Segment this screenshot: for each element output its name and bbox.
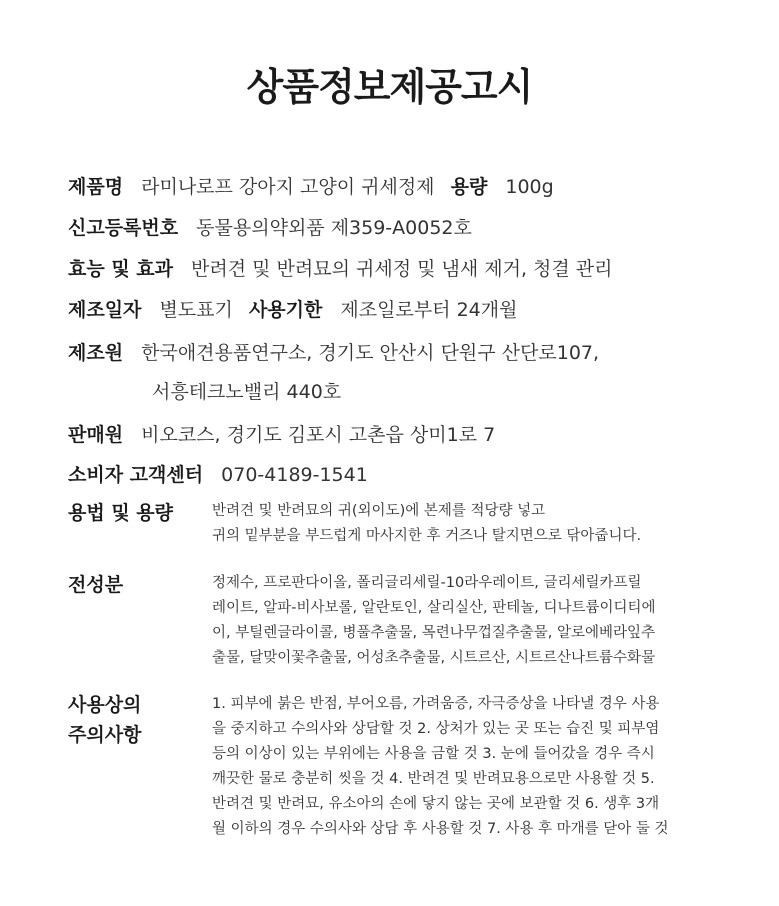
cautions-label (68, 690, 141, 750)
product-name-value: 라미나로프 강아지 고양이 귀세정제 (141, 176, 435, 198)
ingredients-line: 이, 부틸렌글라이콜, 병풀추출물, 목련나무껍질추출물, 알로에베라잎추 (212, 625, 656, 641)
usage-line: 반려견 및 반려묘의 귀(외이도)에 본제를 적당량 넣고 (212, 503, 546, 519)
ingredients-line: 레이트, 알파-비사보롤, 알란토인, 살리실산, 판테놀, 디나트륨이디티에 (212, 600, 656, 616)
manufacture-date-value: 별도표기 (159, 299, 233, 321)
registration-value: 동물용의약외품 제359-A0052호 (196, 217, 472, 239)
seller-label: 판매원 (68, 424, 124, 446)
seller-row (68, 420, 495, 447)
usage-text (212, 499, 702, 549)
manufacturer-address-line1: 한국애견용품연구소, 경기도 안산시 단원구 산단로107, (141, 342, 600, 364)
manufacturer-row (68, 338, 599, 365)
expiry-label: 사용기한 (248, 299, 323, 321)
manufacturer-address-line2: 서흥테크노밸리 440호 (152, 381, 342, 403)
ingredients-text (212, 571, 702, 671)
product-name-label: 제품명 (68, 176, 124, 198)
capacity-value: 100g (505, 176, 554, 198)
product-row (68, 172, 554, 199)
ingredients-line: 정제수, 프로판다이올, 폴리글리세릴-10라우레이트, 글리세릴카프릴 (212, 575, 642, 591)
manufacture-date-row (68, 295, 517, 322)
expiry-value: 제조일로부터 24개월 (340, 299, 518, 321)
cautions-line: 반려견 및 반려묘, 유소아의 손에 닿지 않는 곳에 보관할 것 6. 생후 3개 (212, 796, 660, 812)
ingredients-label: 전성분 (68, 574, 124, 596)
cs-center-label: 소비자 고객센터 (68, 464, 204, 486)
seller-value: 비오코스, 경기도 김포시 고촌읍 상미1로 7 (141, 424, 496, 446)
page-title: 상품정보제공고시 (246, 65, 533, 109)
cautions-line: 월 이하의 경우 수의사와 상담 후 사용할 것 7. 사용 후 마개를 닫아 둘 것 (212, 821, 669, 837)
effect-label: 효능 및 효과 (68, 258, 173, 280)
cs-center-phone: 070-4189-1541 (221, 464, 368, 486)
effect-value: 반려견 및 반려묘의 귀세정 및 냄새 제거, 청결 관리 (191, 258, 613, 280)
capacity-label: 용량 (450, 176, 488, 198)
cautions-line: 을 중지하고 수의사와 상담할 것 2. 상처가 있는 곳 또는 습진 및 피부염 (212, 721, 660, 737)
cautions-line: 깨끗한 물로 충분히 씻을 것 4. 반려견 및 반려묘용으로만 사용할 것 5. (212, 771, 655, 787)
usage-line: 귀의 밑부분을 부드럽게 마사지한 후 거즈나 탈지면으로 닦아줍니다. (212, 528, 642, 544)
cautions-text (212, 692, 702, 842)
cs-center-row (68, 460, 368, 487)
manufacture-date-label: 제조일자 (68, 299, 142, 321)
cautions-label-line1: 사용상의 (68, 694, 142, 716)
manufacturer-label: 제조원 (68, 342, 124, 364)
cautions-line: 등의 이상이 있는 부위에는 사용을 금할 것 3. 눈에 들어갔을 경우 즉시 (212, 746, 655, 762)
registration-row (68, 213, 472, 240)
registration-label: 신고등록번호 (68, 217, 179, 239)
usage-label: 용법 및 용량 (68, 502, 173, 524)
cautions-label-line2: 주의사항 (68, 724, 142, 746)
effect-row (68, 254, 612, 281)
cautions-line: 1. 피부에 붉은 반점, 부어오름, 가려움증, 자극증상을 나타낼 경우 사용 (212, 696, 660, 712)
manufacturer-row-cont (152, 377, 341, 404)
ingredients-line: 출물, 달맞이꽃추출물, 어성초추출물, 시트르산, 시트르산나트륨수화물 (212, 650, 656, 666)
